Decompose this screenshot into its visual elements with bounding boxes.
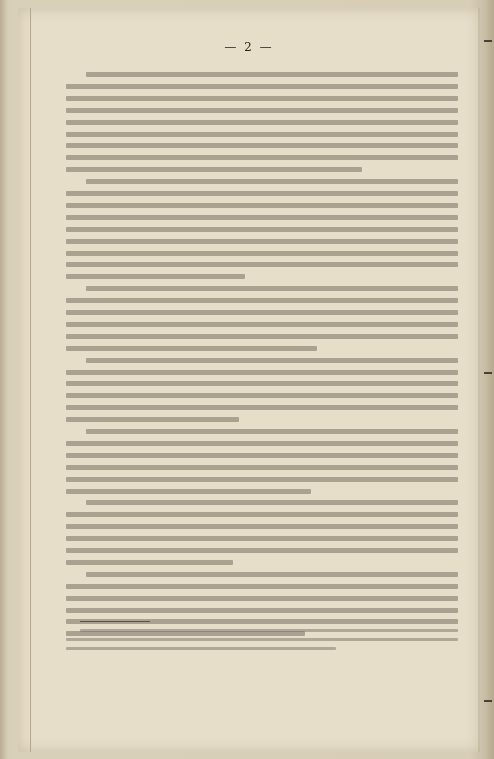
page-edge-tick-top xyxy=(484,40,492,42)
text-line-placeholder xyxy=(86,286,458,291)
text-line-placeholder xyxy=(66,417,239,422)
text-line-placeholder xyxy=(66,334,458,339)
text-line-placeholder xyxy=(86,500,458,505)
text-line-placeholder xyxy=(66,548,458,553)
page-edge-tick-bottom xyxy=(484,700,492,702)
page-edge-tick-middle xyxy=(484,372,492,374)
text-line-placeholder xyxy=(66,96,458,101)
text-line-placeholder xyxy=(66,477,458,482)
text-line-placeholder xyxy=(66,370,458,375)
text-line-placeholder xyxy=(86,358,458,363)
text-line-placeholder xyxy=(66,393,458,398)
text-line-placeholder xyxy=(66,251,458,256)
text-line-placeholder xyxy=(66,536,458,541)
page-number: — 2 — xyxy=(224,40,274,54)
text-line-placeholder xyxy=(66,298,458,303)
text-line-placeholder xyxy=(66,560,233,565)
text-line-placeholder xyxy=(66,512,458,517)
text-line-placeholder xyxy=(66,191,458,196)
text-line-placeholder xyxy=(66,631,305,636)
text-line-placeholder xyxy=(66,215,458,220)
text-line-placeholder xyxy=(66,108,458,113)
footnote-line-placeholder xyxy=(66,638,458,641)
footnote-line-placeholder xyxy=(66,647,336,650)
page-margin-rule xyxy=(30,8,31,752)
text-line-placeholder xyxy=(66,203,458,208)
text-line-placeholder xyxy=(86,429,458,434)
text-line-placeholder xyxy=(66,465,458,470)
text-line-placeholder xyxy=(66,310,458,315)
text-line-placeholder xyxy=(66,239,458,244)
text-line-placeholder xyxy=(66,143,458,148)
text-line-placeholder xyxy=(66,453,458,458)
text-line-placeholder xyxy=(66,524,458,529)
footnote-line-placeholder xyxy=(80,629,458,632)
text-line-placeholder xyxy=(86,572,458,577)
text-line-placeholder xyxy=(66,405,458,410)
document-page xyxy=(18,8,480,752)
text-line-placeholder xyxy=(66,227,458,232)
text-line-placeholder xyxy=(66,155,458,160)
text-line-placeholder xyxy=(66,441,458,446)
text-line-placeholder xyxy=(66,489,311,494)
text-line-placeholder xyxy=(66,608,458,613)
text-line-placeholder xyxy=(66,322,458,327)
text-line-placeholder xyxy=(86,72,458,77)
text-line-placeholder xyxy=(66,132,458,137)
text-line-placeholder xyxy=(66,381,458,386)
text-line-placeholder xyxy=(66,274,245,279)
text-line-placeholder xyxy=(66,167,362,172)
text-line-placeholder xyxy=(66,120,458,125)
text-line-placeholder xyxy=(86,179,458,184)
text-line-placeholder xyxy=(66,262,458,267)
text-line-placeholder xyxy=(66,346,317,351)
text-line-placeholder xyxy=(66,596,458,601)
text-line-placeholder xyxy=(66,84,458,89)
page-crease xyxy=(478,8,480,752)
footnote-rule xyxy=(80,621,150,622)
text-line-placeholder xyxy=(66,584,458,589)
